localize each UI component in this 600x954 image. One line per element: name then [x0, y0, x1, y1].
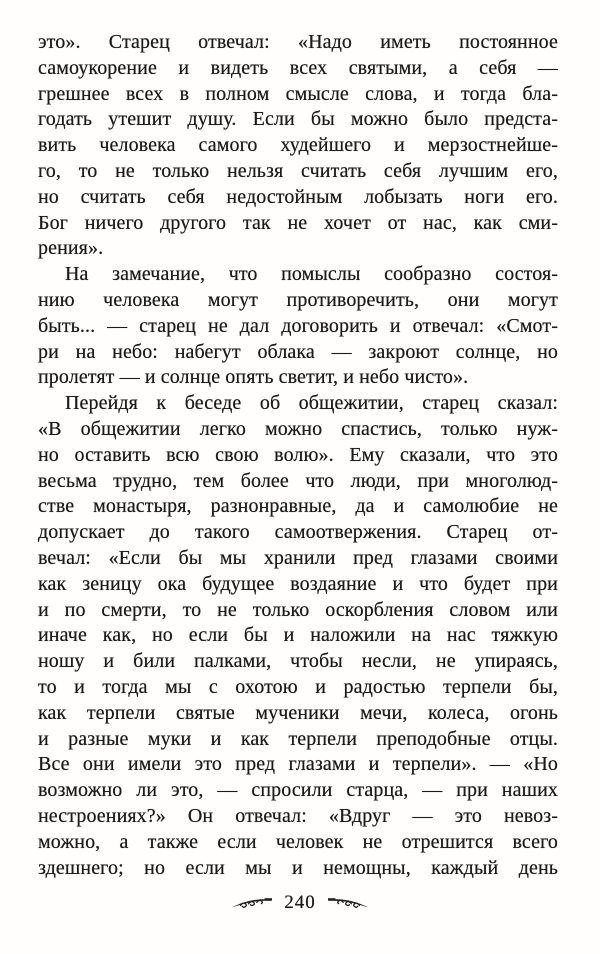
text-line: ношу и били палками, чтобы несли, не упираясь, [38, 650, 558, 673]
text-line: годать утешит душу. Если бы можно было предста- [38, 108, 558, 131]
text-line: весьма трудно, тем более что люди, при многолюд- [38, 469, 558, 492]
text-line: возможно ли это, — спросили старца, — при наших [38, 779, 558, 802]
text-line: ри на небо: набегут облака — закроют солнце, но [38, 340, 558, 363]
text-line: вечал: «Если бы мы хранили пред глазами своими [38, 546, 558, 569]
text-line: Все они имели это пред глазами и терпели». — «Но [38, 753, 558, 776]
vine-flourish-left-icon [231, 896, 273, 910]
text-line: нию человека могут противоречить, они могут [38, 288, 558, 311]
text-line: На замечание, что помыслы сообразно состоя- [65, 263, 558, 286]
text-line: рения». [38, 237, 104, 260]
text-line: вить человека самого худейшего и мерзостнейше- [38, 134, 558, 157]
text-line: но оставить всю свою волю». Ему сказали, что это [38, 443, 558, 466]
text-line: стве монастыря, разнонравные, да и самолюбие не [38, 495, 558, 518]
text-line: Перейдя к беседе об общежитии, старец сказал: [65, 392, 558, 415]
text-line: иначе как, но если бы и наложили на нас тяжкую [38, 624, 558, 647]
text-line: допускает до такого самоотвержения. Старец от- [38, 521, 558, 544]
text-line: можно, а также если человек не отрешится всего [38, 830, 558, 853]
text-line: самоукорение и видеть всех святыми, а себя — [38, 56, 558, 79]
text-line: грешнее всех в полном смысле слова, и тогда бла- [38, 82, 558, 105]
text-line: и разные муки и как терпели преподобные отцы. [38, 727, 558, 750]
text-line: пролетят — и солнце опять светит, и небо чисто». [38, 366, 469, 389]
text-line: и по смерти, то не только оскорбления словом или [38, 598, 558, 621]
text-line: как терпели святые мученики мечи, колеса, огонь [38, 701, 558, 724]
vine-flourish-right-icon [327, 896, 369, 910]
text-line: нестроениях?» Он отвечал: «Вдруг — это невоз- [38, 804, 558, 827]
text-line: то и тогда мы с охотою и радостью терпели бы, [38, 675, 558, 698]
text-line: здешнего; но если мы и немощны, каждый день [38, 856, 558, 879]
page-footer [0, 892, 600, 914]
text-line: Бог ничего другого так не хочет от нас, как сми- [38, 211, 558, 234]
page-number: 240 [284, 892, 316, 914]
text-line: го, то не только нельзя считать себя лучшим его, [38, 159, 558, 182]
text-line: но считать себя недостойным лобызать ноги его. [38, 185, 558, 208]
text-line: «В общежитии легко можно спастись, только нуж- [38, 417, 558, 440]
text-line: это». Старец отвечал: «Надо иметь постоянное [38, 31, 558, 53]
text-line: как зеницу ока будущее воздаяние и что будет при [38, 572, 558, 595]
text-line: быть... — старец не дал договорить и отвечал: «Смот- [38, 314, 558, 337]
